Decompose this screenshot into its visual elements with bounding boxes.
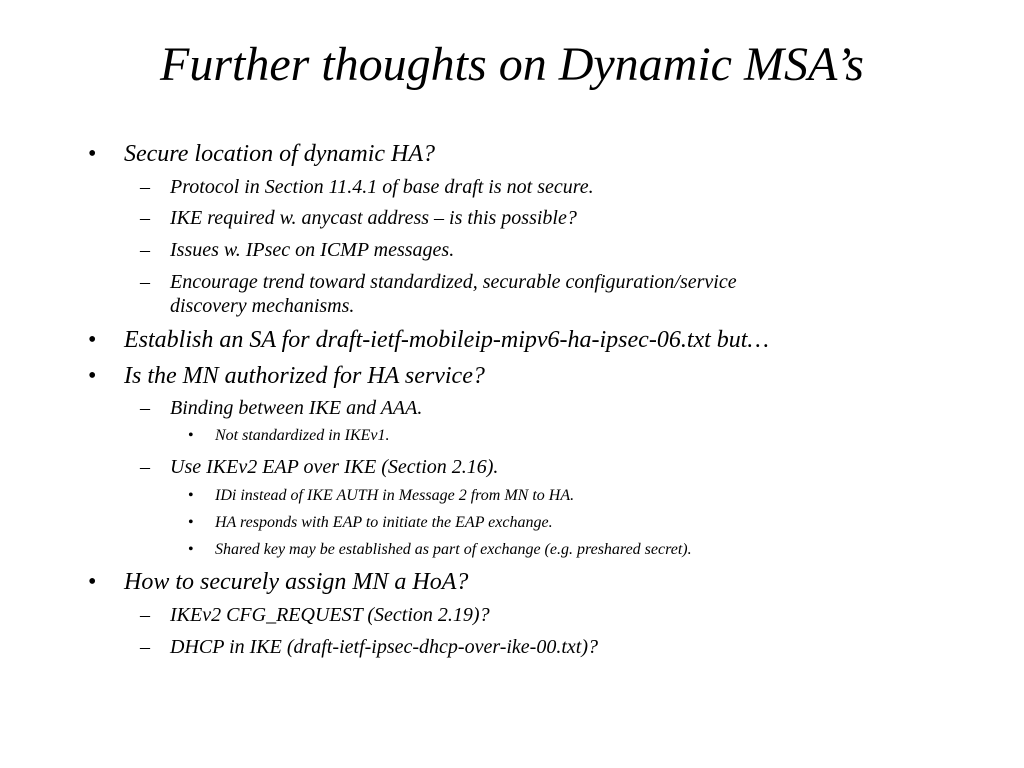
subbullet-ipsec-icmp	[140, 238, 455, 262]
subbullet-text: Encourage trend toward standardized, securable configuration/service	[170, 271, 737, 293]
subsubbullet-text: HA responds with EAP to initiate the EAP exchange.	[215, 514, 553, 531]
bullet-marker: •	[188, 541, 194, 558]
dash-marker: –	[140, 207, 150, 229]
dash-marker: –	[140, 176, 150, 198]
subbullet-text: DHCP in IKE (draft-ietf-ipsec-dhcp-over-ike-00.txt)?	[170, 636, 598, 658]
subbullet-dhcp-in-ike	[140, 635, 598, 659]
dash-marker: –	[140, 604, 150, 626]
bullet-mn-authorized	[88, 362, 485, 390]
bullet-marker: •	[88, 327, 97, 353]
bullet-marker: •	[188, 487, 194, 504]
dash-marker: –	[140, 271, 150, 293]
dash-marker: –	[140, 456, 150, 478]
bullet-marker: •	[88, 141, 97, 167]
bullet-text: Establish an SA for draft-ietf-mobileip-mipv6-ha-ipsec-06.txt but…	[124, 327, 769, 353]
dash-marker: –	[140, 239, 150, 261]
subbullet-text: Issues w. IPsec on ICMP messages.	[170, 239, 455, 261]
bullet-text: How to securely assign MN a HoA?	[124, 569, 469, 595]
subbullet-text: Protocol in Section 11.4.1 of base draft is not secure.	[170, 176, 594, 198]
bullet-secure-location	[88, 140, 436, 168]
subsubbullet-shared-key	[188, 540, 692, 560]
bullet-text: Secure location of dynamic HA?	[124, 141, 436, 167]
subsubbullet-text: Not standardized in IKEv1.	[215, 427, 390, 444]
subbullet-text: Use IKEv2 EAP over IKE (Section 2.16).	[170, 456, 499, 478]
subsubbullet-text: Shared key may be established as part of exchange (e.g. preshared secret).	[215, 541, 692, 558]
subbullet-text-continuation: discovery mechanisms.	[170, 295, 355, 317]
bullet-marker: •	[188, 514, 194, 531]
dash-marker: –	[140, 397, 150, 419]
bullet-marker: •	[88, 569, 97, 595]
subbullet-encourage-trend	[140, 270, 737, 318]
subbullet-text: IKE required w. anycast address – is this possible?	[170, 207, 577, 229]
bullet-establish-sa	[88, 326, 769, 354]
subbullet-ikev2-eap	[140, 455, 499, 479]
subbullet-text: IKEv2 CFG_REQUEST (Section 2.19)?	[170, 604, 490, 626]
subbullet-cfg-request	[140, 603, 490, 627]
bullet-text: Is the MN authorized for HA service?	[124, 363, 485, 389]
slide-title: Further thoughts on Dynamic MSA’s	[160, 38, 864, 91]
subsubbullet-not-standardized	[188, 426, 390, 446]
bullet-assign-hoa	[88, 568, 469, 596]
bullet-marker: •	[88, 363, 97, 389]
bullet-marker: •	[188, 427, 194, 444]
dash-marker: –	[140, 636, 150, 658]
subbullet-binding-ike-aaa	[140, 396, 423, 420]
subsubbullet-text: IDi instead of IKE AUTH in Message 2 from MN to HA.	[215, 487, 575, 504]
subbullet-protocol-not-secure	[140, 175, 594, 199]
subsubbullet-ha-responds	[188, 513, 553, 533]
subsubbullet-idi-instead	[188, 486, 575, 506]
subbullet-ike-anycast	[140, 206, 577, 230]
subbullet-text: Binding between IKE and AAA.	[170, 397, 423, 419]
